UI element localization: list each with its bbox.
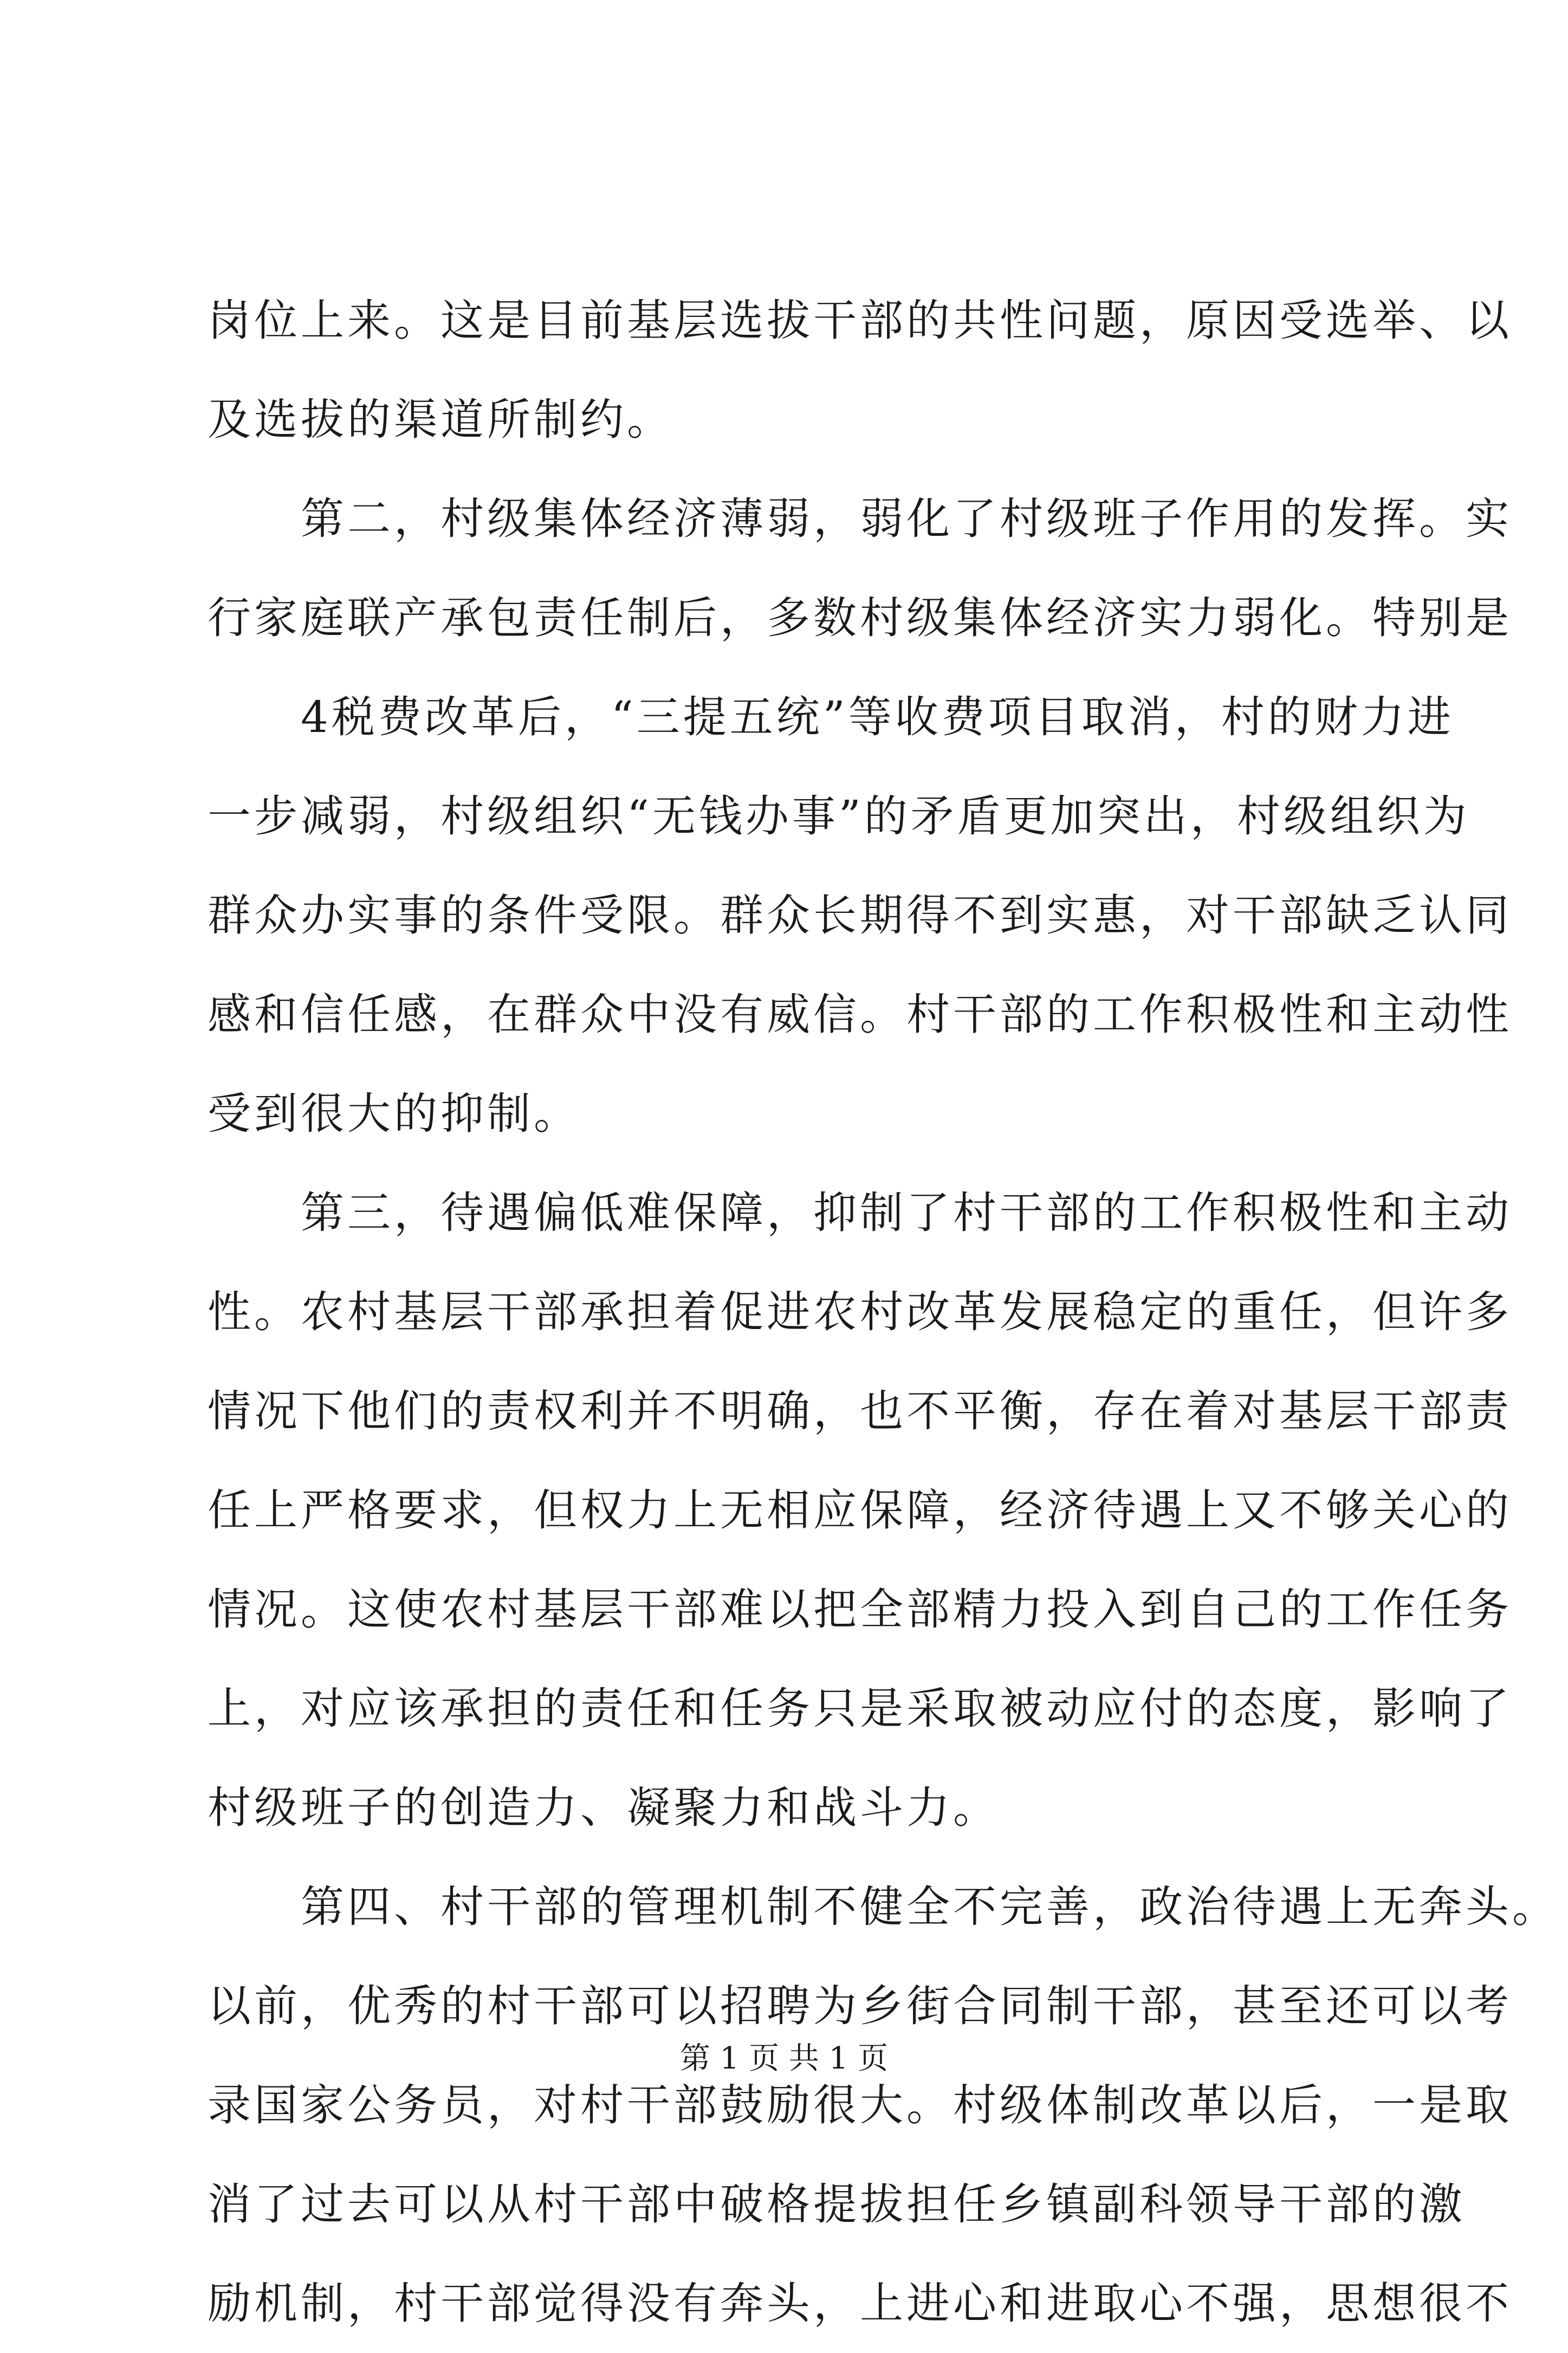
page-number: 第 1 页 共 1 页 bbox=[679, 2041, 889, 2076]
text-line: 岗位上来。这是目前基层选拔干部的共性问题，原因受选举、以 bbox=[208, 295, 1512, 346]
page-footer bbox=[0, 2037, 1568, 2080]
text-line: 行家庭联产承包责任制后，多数村级集体经济实力弱化。特别是 bbox=[208, 593, 1512, 643]
text-line: 4税费改革后，“三提五统”等收费项目取消，村的财力进 bbox=[208, 692, 1454, 742]
text-line: 励机制，村干部觉得没有奔头，上进心和进取心不强，思想很不 bbox=[208, 2278, 1512, 2329]
text-line: 任上严格要求，但权力上无相应保障，经济待遇上又不够关心的 bbox=[208, 1485, 1512, 1535]
text-line: 第四、村干部的管理机制不健全不完善，政治待遇上无奔头。 bbox=[208, 1882, 1559, 1932]
text-line: 情况。这使农村基层干部难以把全部精力投入到自己的工作任务 bbox=[208, 1584, 1512, 1635]
text-line: 感和信任感，在群众中没有威信。村干部的工作积极性和主动性 bbox=[208, 989, 1512, 1040]
text-line: 村级班子的创造力、凝聚力和战斗力。 bbox=[208, 1782, 1000, 1833]
text-line: 性。农村基层干部承担着促进农村改革发展稳定的重任，但许多 bbox=[208, 1287, 1512, 1337]
text-line: 第二，村级集体经济薄弱，弱化了村级班子作用的发挥。实 bbox=[208, 494, 1512, 544]
text-line: 受到很大的抑制。 bbox=[208, 1088, 580, 1139]
text-line: 第三，待遇偏低难保障，抑制了村干部的工作积极性和主动 bbox=[208, 1188, 1512, 1238]
text-line: 群众办实事的条件受限。群众长期得不到实惠，对干部缺乏认同 bbox=[208, 890, 1512, 941]
text-line: 录国家公务员，对村干部鼓励很大。村级体制改革以后，一是取 bbox=[208, 2080, 1512, 2130]
text-line: 一步减弱，村级组织“无钱办事”的矛盾更加突出，村级组织为 bbox=[208, 791, 1470, 841]
text-line: 以前，优秀的村干部可以招聘为乡街合同制干部，甚至还可以考 bbox=[208, 1981, 1512, 2031]
text-line: 情况下他们的责权利并不明确，也不平衡，存在着对基层干部责 bbox=[208, 1386, 1512, 1436]
text-line: 及选拔的渠道所制约。 bbox=[208, 394, 673, 445]
text-line: 消了过去可以从村干部中破格提拔担任乡镇副科领导干部的激 bbox=[208, 2179, 1466, 2229]
text-line: 上，对应该承担的责任和任务只是采取被动应付的态度，影响了 bbox=[208, 1683, 1512, 1734]
